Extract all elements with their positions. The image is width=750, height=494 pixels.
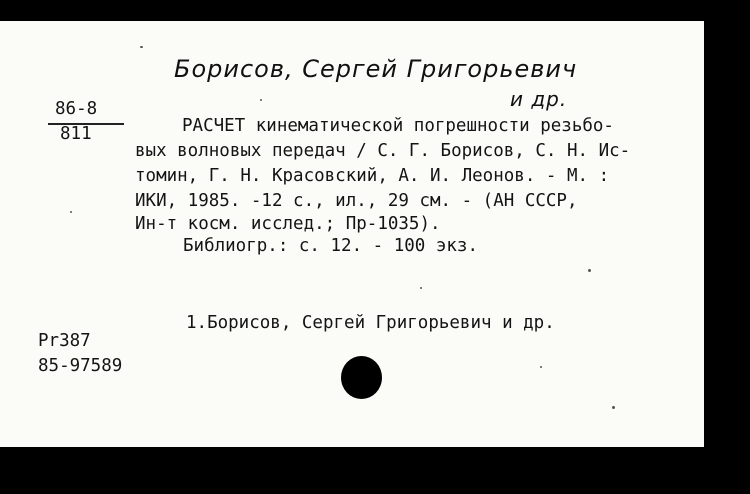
entry-line-5: Ин-т косм. исслед.; Пр-1035). [135, 214, 441, 234]
catalog-card [0, 21, 704, 447]
scan-speck [420, 287, 422, 289]
entry-line-3: томин, Г. Н. Красовский, А. И. Леонов. - М. : [135, 166, 610, 186]
scan-speck [70, 211, 72, 213]
entry-line-2: вых волновых передач / С. Г. Борисов, С. Н. Ис- [135, 141, 631, 161]
entry-line-1: РАСЧЕТ кинематической погрешности резьбо- [182, 116, 614, 136]
shelf-mark-line-1: Pr387 [38, 331, 91, 351]
scan-speck [612, 406, 615, 409]
call-number-top: 86-8 [55, 99, 98, 119]
scan-speck [140, 46, 143, 48]
entry-line-6: Библиогр.: с. 12. - 100 экз. [183, 236, 479, 256]
tracing-line: 1.Борисов, Сергей Григорьевич и др. [186, 313, 555, 333]
card-punch-hole [341, 356, 382, 399]
call-number-bottom: 811 [60, 124, 92, 144]
shelf-mark-line-2: 85-97589 [38, 356, 123, 376]
scan-speck [588, 269, 591, 272]
scan-speck [540, 366, 542, 368]
scan-speck [260, 99, 262, 101]
handwritten-author-name: Борисов, Сергей Григорьевич [174, 55, 578, 83]
handwritten-et-al: и др. [510, 87, 568, 111]
entry-line-4: ИКИ, 1985. -12 с., ил., 29 см. - (АН СССР, [135, 191, 578, 211]
